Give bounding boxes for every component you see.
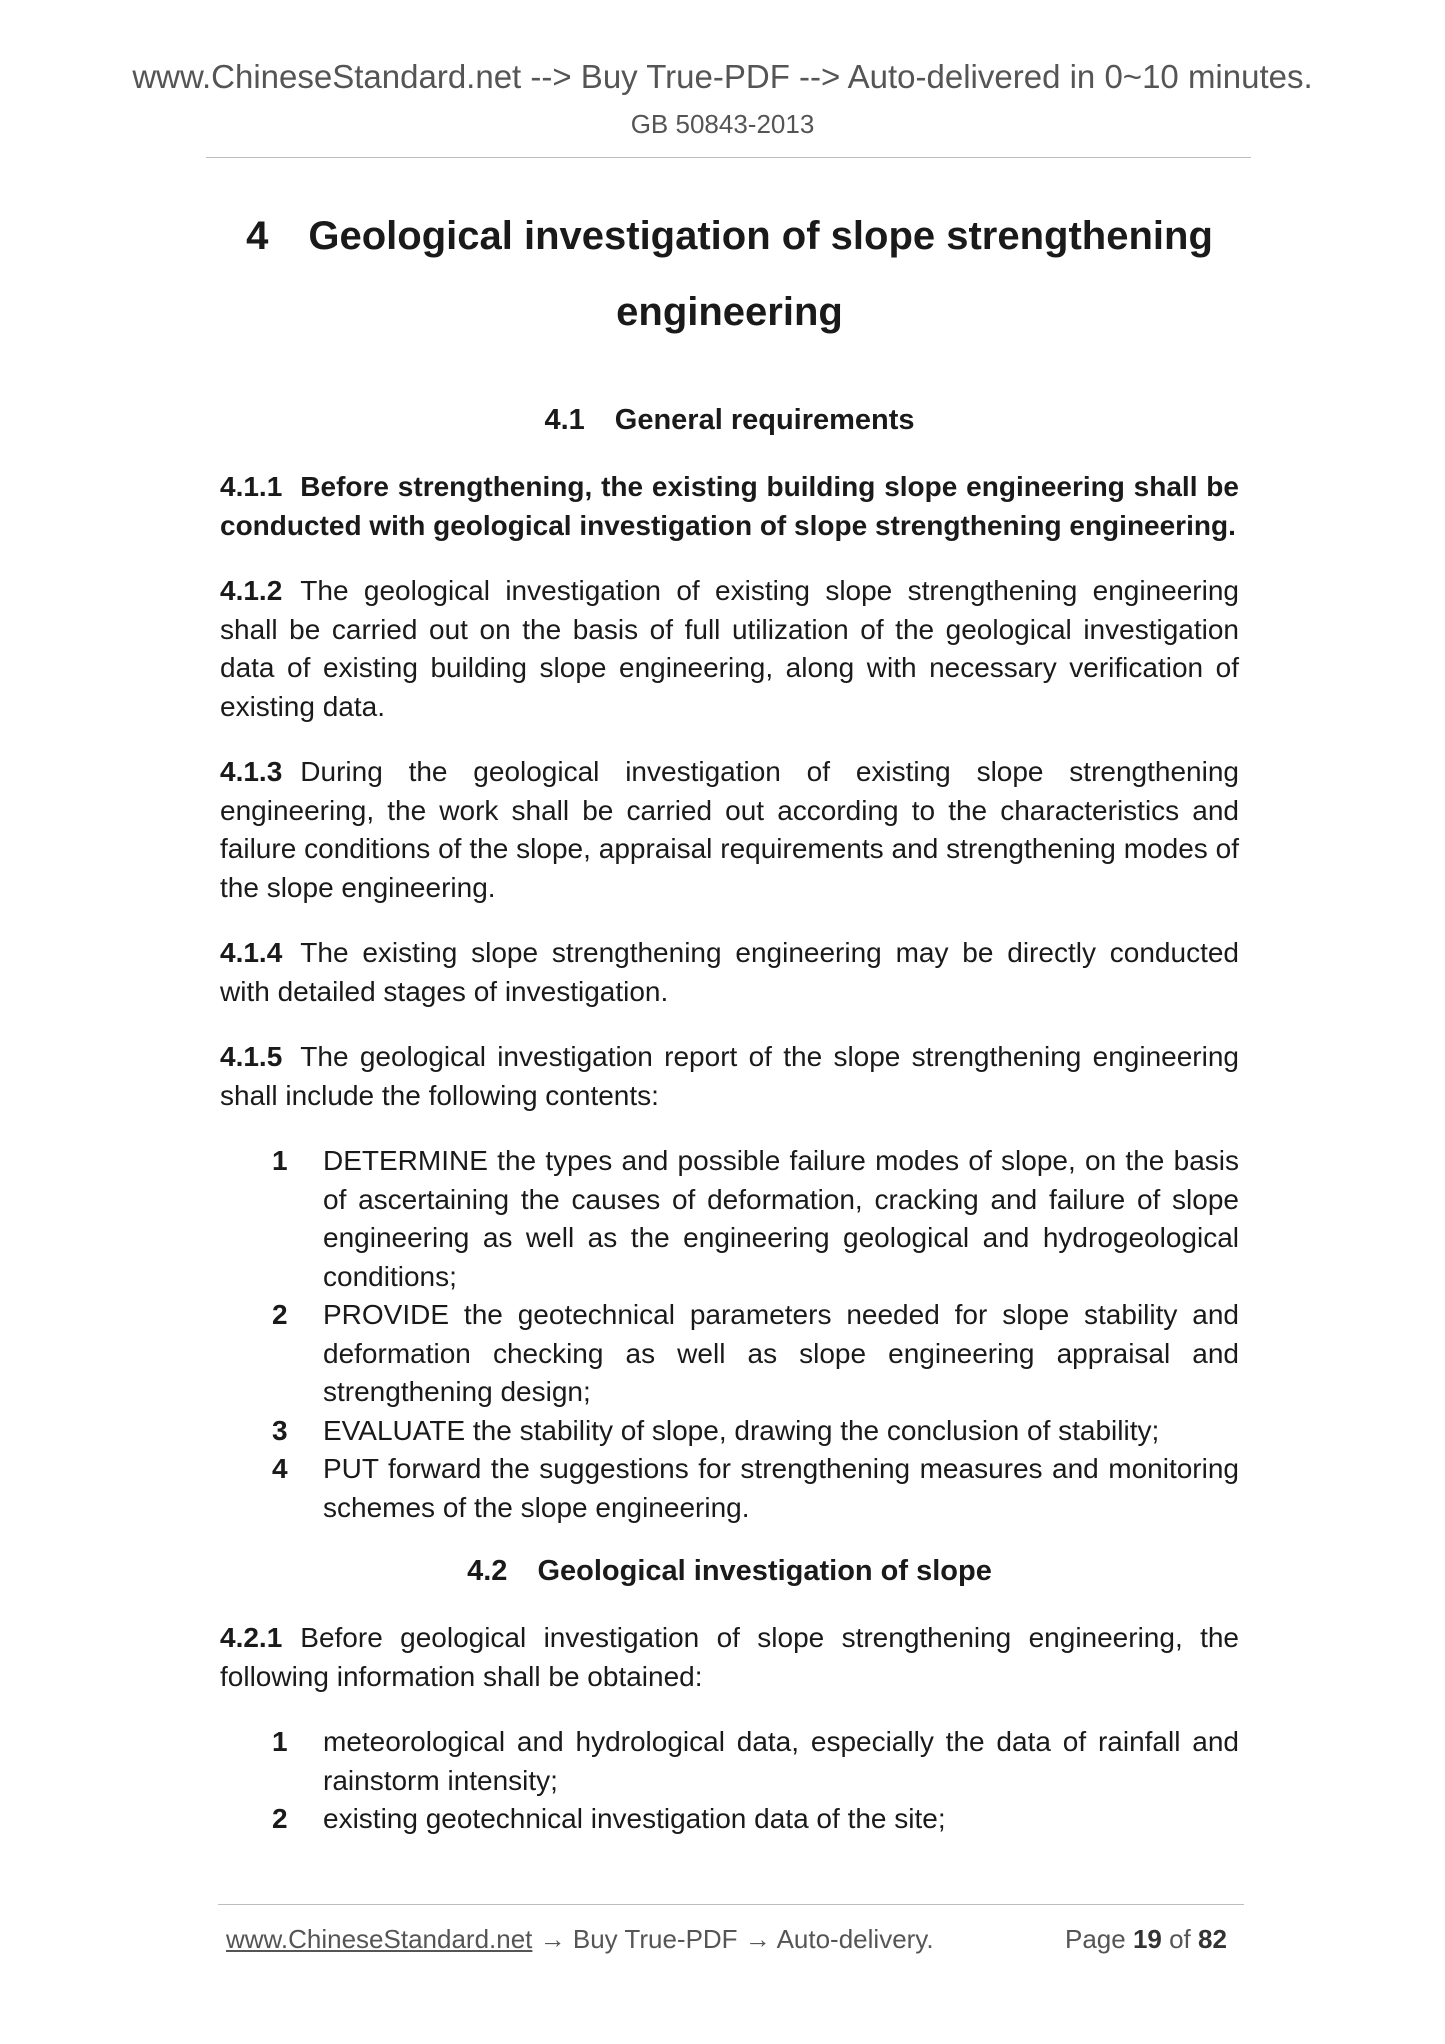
list-item bbox=[220, 1800, 1239, 1839]
section-number: 4.1 bbox=[544, 404, 585, 436]
section-title-4-1 bbox=[220, 400, 1239, 440]
chapter-number: 4 bbox=[246, 214, 269, 258]
list-item-number: 2 bbox=[272, 1803, 288, 1834]
footer-site-link[interactable]: www.ChineseStandard.net bbox=[226, 1924, 533, 1954]
list-item bbox=[220, 1450, 1239, 1527]
clause-4-1-1 bbox=[220, 468, 1239, 545]
page-indicator bbox=[1065, 1924, 1227, 1955]
clause-text: The existing slope strengthening engineering may be directly conducted with detailed stages of investigation. bbox=[220, 937, 1239, 1007]
clause-text: During the geological investigation of existing slope strengthening engineering, the work shall be carried out according to the characteristics and failure conditions of the slope, appraisal requirements and strengthening modes of the slope engineering. bbox=[220, 756, 1239, 903]
header-banner: www.ChineseStandard.net --> Buy True-PDF --> Auto-delivered in 0~10 minutes. bbox=[132, 58, 1313, 95]
clause-4-1-3 bbox=[220, 753, 1239, 907]
section-title-4-2 bbox=[220, 1551, 1239, 1591]
list-item-number: 2 bbox=[272, 1299, 288, 1330]
clause-number: 4.1.1 bbox=[220, 471, 283, 502]
section-title-text: General requirements bbox=[614, 404, 915, 436]
list-item-number: 3 bbox=[272, 1414, 288, 1446]
page-total: 82 bbox=[1198, 1924, 1227, 1954]
clause-4-1-2 bbox=[220, 572, 1239, 726]
list-item bbox=[220, 1723, 1239, 1800]
footer-divider bbox=[218, 1904, 1244, 1905]
list-item-text: existing geotechnical investigation data of the site; bbox=[323, 1803, 946, 1834]
page-label: Page bbox=[1065, 1924, 1133, 1954]
standard-code: GB 50843-2013 bbox=[630, 109, 815, 139]
clause-number: 4.1.5 bbox=[220, 1041, 283, 1072]
list-4-1-5 bbox=[220, 1142, 1239, 1527]
footer-promo bbox=[226, 1924, 934, 1955]
clause-text: The geological investigation report of the slope strengthening engineering shall include the following contents: bbox=[220, 1041, 1239, 1111]
list-item-number: 1 bbox=[272, 1145, 288, 1176]
list-item bbox=[220, 1412, 1239, 1451]
footer-promo-text: → Buy True-PDF → Auto-delivery. bbox=[532, 1924, 934, 1954]
header-divider bbox=[206, 157, 1251, 158]
list-item-number: 4 bbox=[272, 1453, 288, 1484]
clause-text: The geological investigation of existing slope strengthening engineering shall be carried out on the basis of full utilization of the geological investigation data of existing building slope engineering, along with necessary verification of existing data. bbox=[220, 575, 1239, 722]
clause-text: Before geological investigation of slope strengthening engineering, the following information shall be obtained: bbox=[220, 1622, 1239, 1692]
clause-text: Before strengthening, the existing building slope engineering shall be conducted with geological investigation of slope strengthening engineering. bbox=[220, 471, 1239, 541]
list-item-text: PROVIDE the geotechnical parameters needed for slope stability and deformation checking as well as slope engineering appraisal and strengthening design; bbox=[323, 1299, 1239, 1407]
clause-number: 4.2.1 bbox=[220, 1622, 283, 1653]
chapter-title bbox=[220, 198, 1239, 350]
page-of-label: of bbox=[1161, 1924, 1199, 1954]
section-title-text: Geological investigation of slope bbox=[537, 1555, 992, 1587]
list-item-text: meteorological and hydrological data, especially the data of rainfall and rainstorm intensity; bbox=[323, 1726, 1239, 1796]
clause-number: 4.1.2 bbox=[220, 575, 283, 606]
list-item-text: DETERMINE the types and possible failure modes of slope, on the basis of ascertaining the causes of deformation, cracking and failure of slope engineering as well as the engineering geological and hydrogeological conditions; bbox=[323, 1145, 1239, 1292]
clause-4-1-4 bbox=[220, 934, 1239, 1011]
list-item-number: 1 bbox=[272, 1726, 288, 1757]
clause-number: 4.1.3 bbox=[220, 756, 283, 787]
clause-4-1-5 bbox=[220, 1038, 1239, 1115]
chapter-title-line1: Geological investigation of slope strengthening bbox=[308, 214, 1213, 258]
page-content bbox=[220, 198, 1239, 1863]
clause-number: 4.1.4 bbox=[220, 937, 283, 968]
section-number: 4.2 bbox=[467, 1555, 508, 1587]
page-number: 19 bbox=[1132, 1924, 1162, 1954]
clause-4-2-1 bbox=[220, 1619, 1239, 1696]
list-item bbox=[220, 1296, 1239, 1412]
list-4-2-1 bbox=[220, 1723, 1239, 1839]
chapter-title-line2: engineering bbox=[616, 290, 843, 334]
list-item bbox=[220, 1142, 1239, 1296]
list-item-text: EVALUATE the stability of slope, drawing the conclusion of stability; bbox=[323, 1414, 1160, 1446]
list-item-text: PUT forward the suggestions for strengthening measures and monitoring schemes of the slope engineering. bbox=[323, 1453, 1239, 1523]
